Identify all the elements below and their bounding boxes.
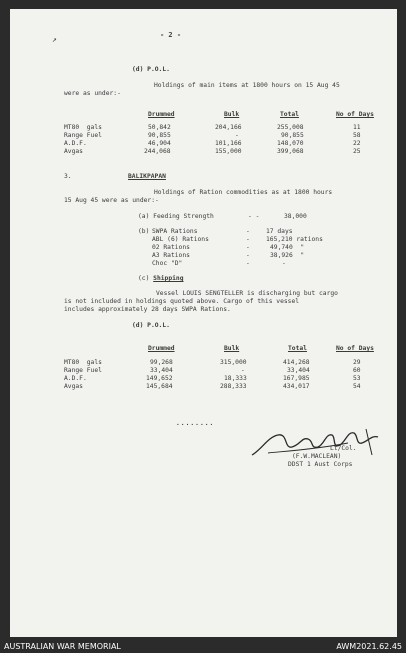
pol1-bulk: -	[235, 132, 239, 139]
pol1-total: 148,070	[277, 140, 304, 147]
section-3-intro-line1: Holdings of Ration commodities as at 1800 hours	[154, 189, 333, 196]
feeding-strength-value: 38,000	[284, 213, 307, 220]
shipping-line1: Vessel LOUIS SENGTELLER is discharging but cargo	[156, 290, 338, 297]
pol1-item: Range Fuel	[64, 132, 102, 139]
section-d1-intro-line1: Holdings of main items at 1800 hours on 15 Aug 45	[154, 82, 340, 89]
pol1-days: 25	[353, 148, 361, 155]
shipping-label-text: Shipping	[153, 275, 184, 282]
pol1-days: 22	[353, 140, 361, 147]
ration-dash: -	[246, 236, 250, 243]
signature-unit: DDST 1 Aust Corps	[288, 461, 353, 468]
pol2-total: 167,985	[283, 375, 310, 382]
archive-footer	[0, 640, 406, 653]
end-marker: ........	[176, 420, 215, 427]
ration-name: A3 Rations	[152, 252, 190, 259]
pol2-days: 29	[353, 359, 361, 366]
pol2-drummed: 149,652	[146, 375, 173, 382]
ration-dash: -	[246, 244, 250, 251]
shipping-line2: is not included in holdings quoted above. Cargo of this vessel	[64, 298, 300, 305]
pol2-header-total: Total	[288, 345, 307, 352]
shipping-line3: includes approximately 28 days SWPA Rations.	[64, 306, 231, 313]
ration-value: 17 days	[266, 228, 293, 235]
pol1-drummed: 46,904	[148, 140, 171, 147]
section-d1-label: (d) P.O.L.	[132, 66, 170, 73]
ration-value: 38,926 "	[270, 252, 305, 259]
pol2-days: 54	[353, 383, 361, 390]
feeding-strength-dash: - -	[248, 213, 260, 220]
ration-name: ABL (6) Rations	[152, 236, 209, 243]
pol2-days: 60	[353, 367, 361, 374]
pol2-bulk: -	[241, 367, 245, 374]
pol1-drummed: 90,855	[148, 132, 171, 139]
pol1-header-total: Total	[280, 111, 299, 118]
pol1-item: Avgas	[64, 148, 83, 155]
ration-name: 02 Rations	[152, 244, 190, 251]
pol2-bulk: 315,000	[220, 359, 247, 366]
pol2-header-days: No of Days	[336, 345, 374, 352]
pol1-item: MT80 gals	[64, 124, 102, 131]
pol1-drummed: 50,842	[148, 124, 171, 131]
pol2-header-bulk: Bulk	[224, 345, 240, 352]
pol2-header-drummed: Drummed	[148, 345, 175, 352]
pol2-drummed: 33,404	[150, 367, 173, 374]
pol1-days: 11	[353, 124, 361, 131]
pol2-total: 33,404	[287, 367, 310, 374]
shipping-label: (c) Shipping	[138, 275, 184, 282]
section-d1-intro-line2: were as under:-	[64, 90, 121, 97]
ration-name: Choc "D"	[152, 260, 183, 267]
document-page	[10, 9, 397, 637]
footer-reference: AWM2021.62.45	[336, 642, 402, 651]
footer-institution: AUSTRALIAN WAR MEMORIAL	[4, 642, 121, 651]
section-d2-label: (d) P.O.L.	[132, 322, 170, 329]
pol1-days: 58	[353, 132, 361, 139]
ration-dash: -	[246, 228, 250, 235]
pol2-item: Avgas	[64, 383, 83, 390]
pol2-item: Range Fuel	[64, 367, 102, 374]
ration-value: 165,210 rations	[266, 236, 323, 243]
ration-dash: -	[246, 252, 250, 259]
ration-dash: -	[246, 260, 250, 267]
pol2-days: 53	[353, 375, 361, 382]
feeding-strength-label: (a) Feeding Strength	[138, 213, 214, 220]
pol2-drummed: 99,268	[150, 359, 173, 366]
pol2-total: 434,017	[283, 383, 310, 390]
signature-rank: Lt/Col.	[330, 445, 357, 452]
pol1-header-bulk: Bulk	[224, 111, 240, 118]
section-3-number: 3.	[64, 173, 72, 180]
pol2-item: A.D.F.	[64, 375, 87, 382]
rations-label: (b)	[138, 228, 150, 235]
pol2-item: MT80 gals	[64, 359, 102, 366]
pol1-total: 255,008	[277, 124, 304, 131]
ration-value: 49,740 "	[270, 244, 305, 251]
pol1-header-days: No of Days	[336, 111, 374, 118]
page-number: - 2 -	[160, 31, 182, 39]
pol1-header-drummed: Drummed	[148, 111, 175, 118]
pol2-total: 414,268	[283, 359, 310, 366]
section-3-intro-line2: 15 Aug 45 were as under:-	[64, 197, 159, 204]
section-3-title: BALIKPAPAN	[128, 173, 166, 180]
pol2-bulk: 288,333	[220, 383, 247, 390]
pol2-bulk: 18,333	[224, 375, 247, 382]
pol1-item: A.D.F.	[64, 140, 87, 147]
ration-value: -	[282, 260, 286, 267]
pol1-bulk: 155,000	[215, 148, 242, 155]
pol1-bulk: 101,166	[215, 140, 242, 147]
ration-name: SWPA Rations	[152, 228, 198, 235]
pol2-drummed: 145,684	[146, 383, 173, 390]
pol1-bulk: 204,166	[215, 124, 242, 131]
pol1-total: 90,855	[281, 132, 304, 139]
pol1-total: 399,068	[277, 148, 304, 155]
punch-mark-icon: ↗	[52, 35, 57, 44]
pol1-drummed: 244,068	[144, 148, 171, 155]
signature-name: (F.W.MACLEAN)	[292, 453, 342, 460]
